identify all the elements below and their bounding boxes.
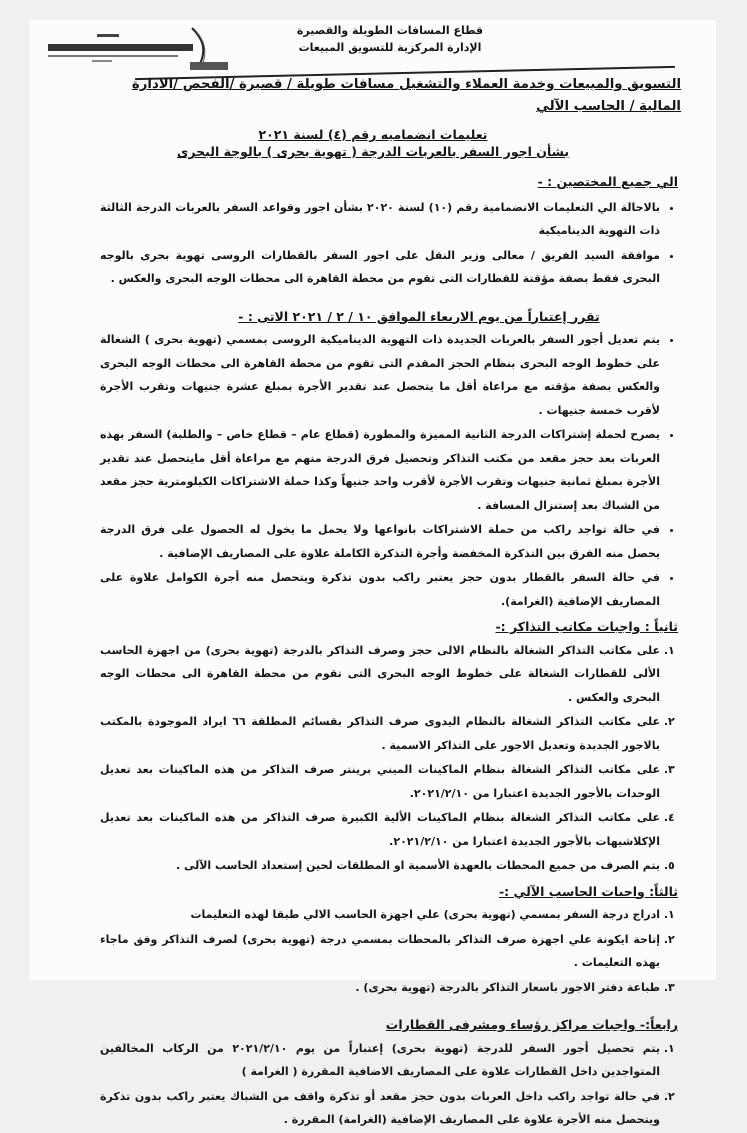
section-4-list: [100, 1037, 678, 1132]
section-3-list: [100, 903, 678, 999]
document-body: [100, 170, 678, 1133]
list-item: 5. يتم الصرف من جميع المحطات بالعهدة الأسمية او المطلقات لحين إستعداد الحاسب الآلى .: [100, 854, 660, 878]
decision-list: [100, 328, 678, 613]
railway-logo-icon: [42, 24, 257, 72]
letterhead: [30, 20, 716, 80]
list-item: 1. على مكاتب التذاكر الشغالة بالنظام الالى حجز وصرف التذاكر بالدرجة (تهوية بحرى) من اجهزة الحاسب الألى للقطارات الشغالة على خطوط الوجه البحرى التى تقوم من محطة القاهرة الى محطات الوجه البحرى والعكس .: [100, 639, 660, 710]
document-page: [30, 20, 716, 1126]
list-item: 2. على مكاتب التذاكر الشغالة بالنظام اليدوى صرف التذاكر بقسائم المطلقة ٦٦ ايراد الموجودة بالمكتب بالاجور الجديدة وتعديل الاجور على التذاكر الاسمية .: [100, 710, 660, 757]
department-name: الإدارة المركزية للتسويق المبيعات: [298, 41, 482, 54]
list-item: 1. يتم تحصيل أجور السفر للدرجة (تهوية بحرى) إعتباراً من يوم ٢٠٢١/٢/١٠ من الركاب المخالفين المتواجدين داخل القطارات علاوة على المصاريف الاضافية المقررة ( الغرامة ): [100, 1037, 660, 1084]
list-item: 2. إتاحة ايكونة علي اجهزة صرف التذاكر بالمحطات بمسمي درجة (تهوية بحرى) لصرف التذاكر وفق ماجاء بهذه التعليمات .: [100, 928, 660, 975]
list-item: • في حالة السفر بالقطار بدون حجز يعتبر راكب بدون تذكرة ويتحصل منه أجرة الكوامل علاوة على المصاريف الإضافية (الغرامة).: [100, 566, 660, 613]
list-item: 3. طباعة دفتر الاجور باسعار التذاكر بالدرجة (تهوية بحرى) .: [100, 976, 660, 1000]
title-line-2: بشأن اجور السفر بالعربات الدرجة ( تهوية بحرى ) بالوجة البحرى: [176, 144, 570, 159]
list-item: • بالاحالة الي التعليمات الانضمامية رقم (١٠) لسنة ٢٠٢٠ بشأن اجور وقواعد السفر بالعربات الدرجة الثالثة ذات التهوية الديناميكية: [100, 196, 660, 243]
list-item: • يصرح لحملة إشتراكات الدرجة الثانية المميزة والمطورة (قطاع عام – قطاع خاص – والطلبة) السفر بهذه العربات بعد حجز مقعد من مكتب التذاكر وتحصيل فرق الدرجة منهم مع مراعاة أقل مايتحصل عند تقدير الأجرة بمبلغ ثمانية جنيهات وتقرب الأجرة لأقرب واحد جنيهاً وكذا حملة الاشتراكات الكيلومترية حجز مقعد من الشباك بعد إستنزال المسافة .: [100, 423, 660, 517]
list-item: 3. على مكاتب التذاكر الشغالة بنظام الماكينات الميني برينتر صرف التذاكر من هذه الماكينات بعد تعديل الوحدات بالأجور الجديدة اعتبارا من ٢٠٢١/٢/١٠.: [100, 758, 660, 805]
addressee-heading: الي جميع المختصين : -: [537, 174, 678, 189]
title-line-1: تعليمات انضماميه رقم (٤) لسنة ٢٠٢١: [258, 127, 488, 142]
list-item: 2. في حالة تواجد راكب داخل العربات بدون حجز مقعد أو تذكرة واقف من الشباك يعتبر راكب بدون تذكرة ويتحصل منه الأجرة علاوة على المصاريف الإضافية (الغرامة) المقررة .: [100, 1085, 660, 1132]
list-item: 4. على مكاتب التذاكر الشغالة بنظام الماكينات الألية الكبيرة صرف التذاكر من هذه الماكينات بعد تعديل الإكلاشيهات بالأجور الجديدة اعتبارا من ٢٠٢١/٢/١٠.: [100, 806, 660, 853]
list-item: 1. ادراج درجة السفر بمسمي (تهوية بحرى) علي اجهزة الحاسب الالي طبقا لهذه التعليمات: [100, 903, 660, 927]
document-title: [30, 126, 716, 160]
section-4-heading: رابعاً:- واجبات مراكز رؤساء ومشرفى القطارات: [385, 1017, 678, 1032]
section-2-list: [100, 639, 678, 878]
distribution-banner: التسويق والمبيعات وخدمة العملاء والتشغيل مسافات طويلة / قصيرة /الفحص /الادارة المالية / الحاسب الآلي: [131, 77, 681, 114]
section-3-heading: ثالثاً: واجبات الحاسب الآلي :-: [498, 883, 678, 899]
intro-list: [100, 196, 678, 291]
list-item: • يتم تعديل أجور السفر بالعربات الجديدة ذات التهوية الديناميكية الروسى بمسمي (تهوية بحرى ) الشغالة على خطوط الوجه البحرى بنظام الحجز المقدم التى تقوم من محطة القاهرة الى محطات الوجه البحرى والعكس بصفة مؤقته مع مراعاة أقل ما يتحصل عند تقدير الأجرة بمبلغ عشرة جنيهات وتقرب الأجرة لأقرب خمسة جنيهات .: [100, 328, 660, 422]
list-item: • موافقة السيد الفريق / معالى وزير النقل على اجور السفر بالقطارات الروسى تهوية بحرى بالوجه البحرى فقط بصفة مؤقتة للقطارات التى تقوم من محطة القاهرة الى محطات الوجه البحرى والعكس .: [100, 244, 660, 291]
section-2-heading: ثانياً : واجبات مكاتب التذاكر :-: [495, 619, 678, 634]
railway-logo: [42, 24, 257, 72]
sector-name: قطاع المسافات الطويلة والقصيرة: [296, 24, 484, 37]
list-item: • في حالة تواجد راكب من حملة الاشتراكات بانواعها ولا يحمل ما يخول له الحصول على فرق الدرجة يحصل منه الفرق بين التذكرة المخفضة وأجرة التذكرة الكاملة علاوة على المصاريف الإضافية .: [100, 518, 660, 565]
decision-heading: تقرر إعتباراً من يوم الاربعاء الموافق ١٠ / ٢ / ٢٠٢١ الاتى : -: [238, 308, 600, 324]
